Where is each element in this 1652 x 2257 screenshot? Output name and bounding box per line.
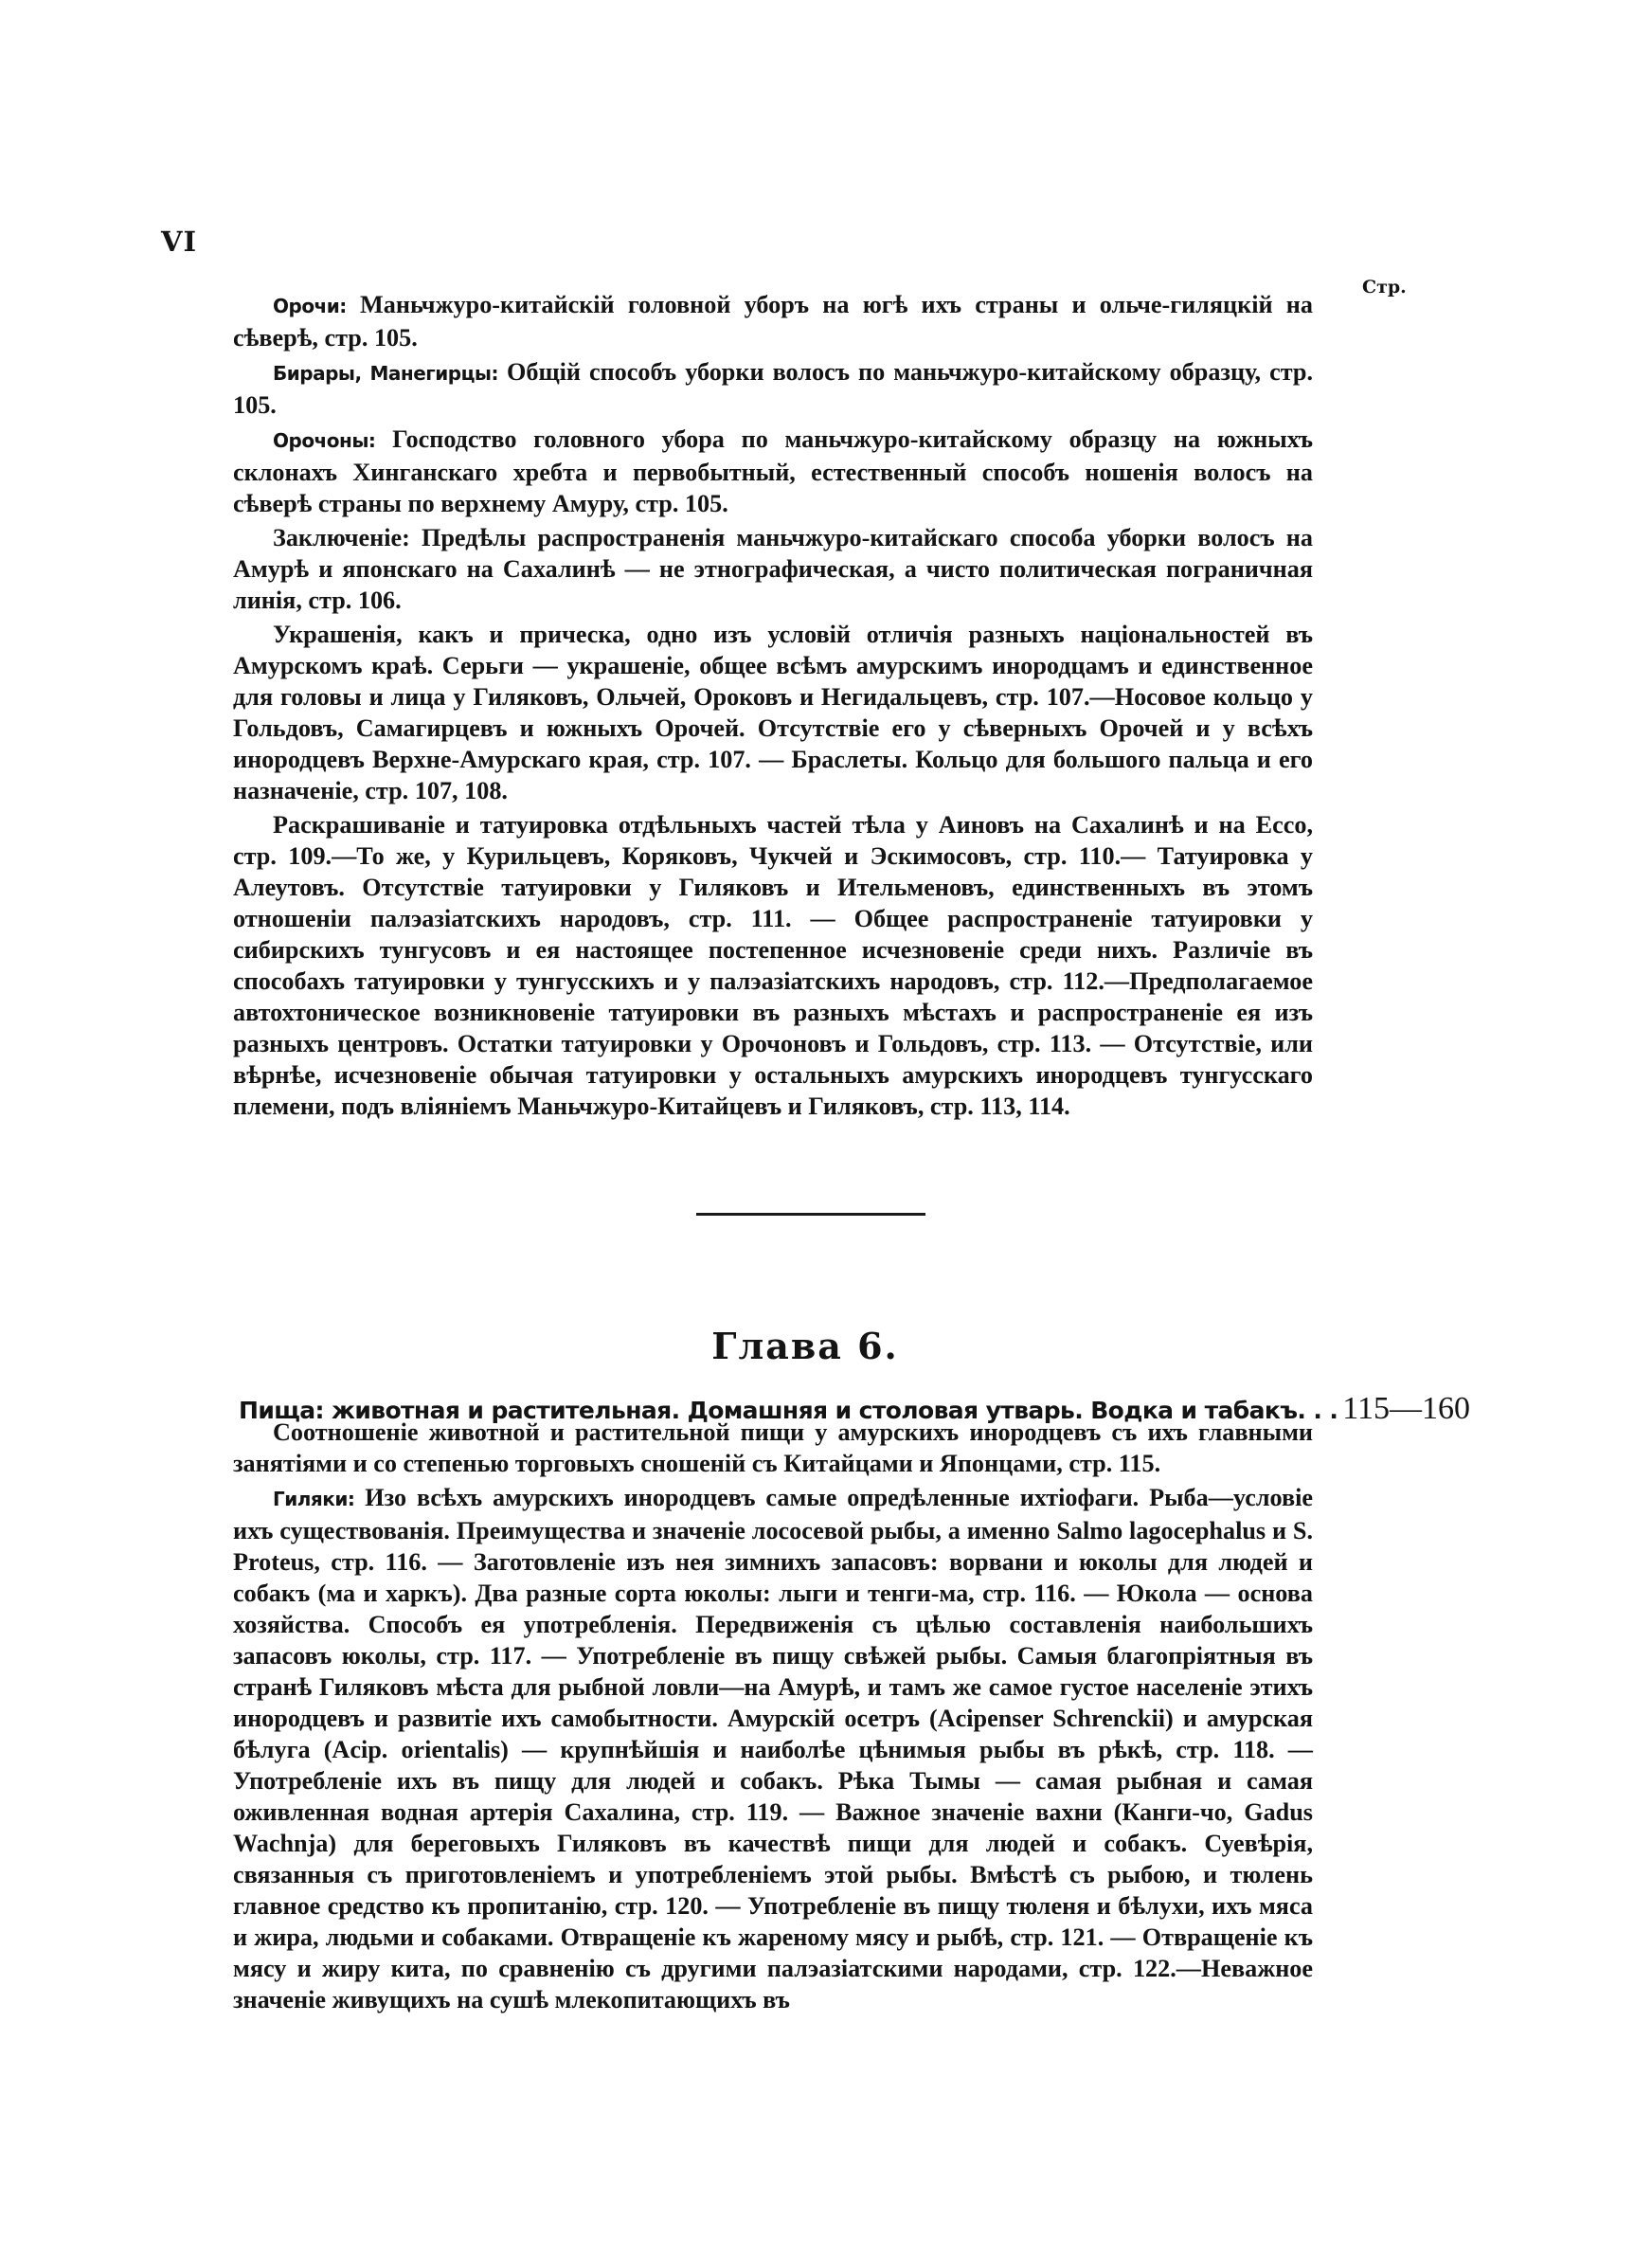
chapter-title: Пища: животная и растительная. Домашняя и столовая утварь. Водка и табакъ. . . <box>239 1397 1338 1424</box>
entry-text: Заключеніе: Предѣлы распространенія маньчжуро-китайскаго способа уборки волосъ на Амурѣ и японскаго на Сахалинѣ — не этнографическая, а чисто политическая пограничная линія, стр. 106. <box>233 524 1313 614</box>
page-number: VI <box>161 226 198 258</box>
entry-text: Маньчжуро-китайскій головной уборъ на югѣ ихъ страны и ольче-гиляцкій на сѣверѣ, стр. 105. <box>233 291 1313 352</box>
toc-entry <box>233 356 1313 421</box>
entry-text: Соотношеніе животной и растительной пищи у амурскихъ инородцевъ съ ихъ главными занятіями и со степенью торговыхъ сношеній съ Китайцами и Японцами, стр. 115. <box>233 1418 1313 1477</box>
chapter-page-range: 115—160 <box>1342 1391 1470 1426</box>
entry-text: Украшенія, какъ и прическа, одно изъ условій отличія разныхъ національностей въ Амурскомъ краѣ. Серьги — украшеніе, общее всѣмъ амурскимъ инородцамъ и единственное для головы и лица у Гиляковъ, Ольчей, Ороковъ и Негидальцевъ, стр. 107.—Носовое кольцо у Гольдовъ, Самагирцевъ и южныхъ Орочей. Отсутствіе его у сѣверныхъ Орочей и у всѣхъ инородцевъ Верхне-Амурскаго края, стр. 107. — Браслеты. Кольцо для большого пальца и его назначеніе, стр. 107, 108. <box>233 621 1313 804</box>
toc-entry <box>233 424 1313 519</box>
chapter-heading: Глава 6. <box>711 1325 899 1367</box>
toc-entry <box>233 1482 1313 2015</box>
toc-entry <box>233 619 1313 806</box>
entry-term: Орочи: <box>273 295 347 317</box>
toc-entry <box>233 289 1313 353</box>
entry-term: Орочоны: <box>273 429 376 452</box>
entry-text: Общій способъ уборки волосъ по маньчжуро-китайскому образцу, стр. 105. <box>233 358 1313 419</box>
section-divider <box>696 1213 925 1216</box>
toc-entry <box>233 1417 1313 1479</box>
toc-entry <box>233 522 1313 616</box>
entry-term: Бирары, Манегирцы: <box>273 362 498 385</box>
toc-section-a <box>233 289 1313 1125</box>
entry-text: Господство головного убора по маньчжуро-китайскому образцу на южныхъ склонахъ Хинганскаго хребта и первобытный, естественный способъ ношенія волосъ на сѣверѣ страны по верхнему Амуру, стр. 105. <box>233 425 1313 517</box>
entry-term: Гиляки: <box>273 1488 355 1510</box>
toc-entry <box>233 809 1313 1122</box>
page-column-label: Стр. <box>1362 277 1407 298</box>
entry-text: Изо всѣхъ амурскихъ инородцевъ самые опредѣленные ихтіофаги. Рыба—условіе ихъ существованія. Преимущества и значеніе лососевой рыбы, а именно Salmo lagocephalus и S. Proteus, стр. 116. — Заготовленіе изъ нея зимнихъ запасовъ: ворвани и юколы для людей и собакъ (ма и харкъ). Два разные сорта юколы: лыги и тенги-ма, стр. 116. — Юкола — основа хозяйства. Способъ ея употребленія. Передвиженія съ цѣлью составленія наибольшихъ запасовъ юколы, стр. 117. — Употребленіе въ пищу свѣжей рыбы. Самыя благопріятныя въ странѣ Гиляковъ мѣста для рыбной ловли—на Амурѣ, и тамъ же самое густое населеніе этихъ инородцевъ и развитіе ихъ самобытности. Амурскій осетръ (Acipenser Schrenckii) и амурская бѣлуга (Acip. orientalis) — крупнѣйшія и наиболѣе цѣнимыя рыбы въ рѣкѣ, стр. 118. — Употребленіе ихъ въ пищу для людей и собакъ. Рѣка Тымы — самая рыбная и самая оживленная водная артерія Сахалина, стр. 119. — Важное значеніе вахни (Канги-чо, Gadus Wachnja) для береговыхъ Гиляковъ въ качествѣ пищи для людей и собакъ. Суевѣрія, связанныя съ приготовленіемъ и употребленіемъ этой рыбы. Вмѣстѣ съ рыбою, и тюлень главное средство къ пропитанію, стр. 120. — Употребленіе въ пищу тюленя и бѣлухи, ихъ мяса и жира, людьми и собаками. Отвращеніе къ жареному мясу и рыбѣ, стр. 121. — Отвращеніе къ мясу и жиру кита, по сравненію съ другими палэазіатскими народами, стр. 122.—Неважное значеніе живущихъ на сушѣ млекопитающихъ въ <box>233 1484 1313 2013</box>
entry-text: Раскрашиваніе и татуировка отдѣльныхъ частей тѣла у Аиновъ на Сахалинѣ и на Ессо, стр. 109.—То же, у Курильцевъ, Коряковъ, Чукчей и Эскимосовъ, стр. 110.— Татуировка у Алеутовъ. Отсутствіе татуировки у Гиляковъ и Ительменовъ, единственныхъ въ этомъ отношеніи палэазіатскихъ народовъ, стр. 111. — Общее распространеніе татуировки у сибирскихъ тунгусовъ и ея настоящее постепенное исчезновеніе среди нихъ. Различіе въ способахъ татуировки у тунгусскихъ и у палэазіатскихъ народовъ, стр. 112.—Предполагаемое автохтоническое возникновеніе татуировки въ разныхъ мѣстахъ и распространеніе ея изъ разныхъ центровъ. Остатки татуировки у Орочоновъ и Гольдовъ, стр. 113. — Отсутствіе, или вѣрнѣе, исчезновеніе обычая татуировки у остальныхъ амурскихъ инородцевъ тунгусскаго племени, подъ вліяніемъ Маньчжуро-Китайцевъ и Гиляковъ, стр. 113, 114. <box>233 811 1313 1120</box>
toc-section-b <box>233 1417 1313 2018</box>
